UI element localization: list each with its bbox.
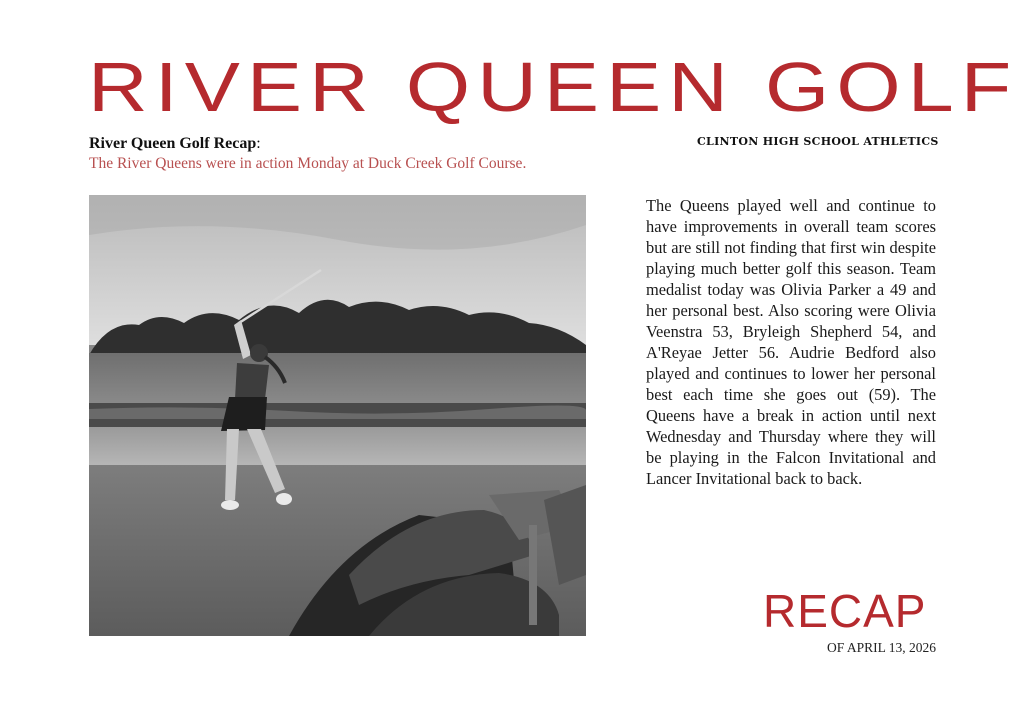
article-body: The Queens played well and continue to have improvements in overall team scores but are still not finding that first win despite playing much better golf this season. Team medalist today was Olivia Parker a 49 and her personal best. Also scoring were Olivia Veenstra 53, Bryleigh Shepherd 54, and A'Reyae Jetter 56. Audrie Bedford also played and continues to lower her personal best each time she goes out (59). The Queens have a break in action until next Wednesday and Thursday where they will be playing in the Falcon Invitational and Lancer Invitational back to back. bbox=[646, 196, 936, 488]
recap-heading-colon: : bbox=[256, 135, 261, 152]
recap-heading bbox=[89, 135, 261, 153]
recap-lede: The River Queens were in action Monday at Duck Creek Golf Course. bbox=[89, 155, 527, 172]
recap-heading-text: River Queen Golf Recap bbox=[89, 135, 257, 152]
golfer-photo-icon bbox=[89, 195, 586, 636]
masthead-title: RIVER QUEEN GOLF bbox=[88, 48, 1019, 126]
recap-date: OF APRIL 13, 2026 bbox=[826, 640, 936, 655]
school-subtitle: CLINTON HIGH SCHOOL ATHLETICS bbox=[697, 135, 939, 148]
golfer-photo bbox=[89, 195, 586, 636]
recap-label: RECAP bbox=[763, 585, 927, 637]
